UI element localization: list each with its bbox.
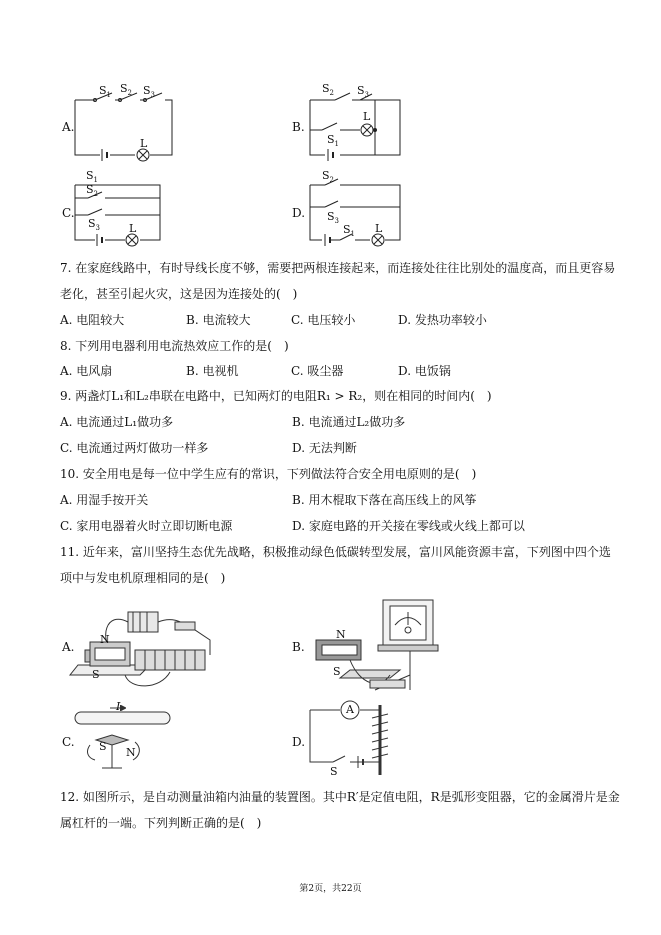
q11-fig-a-s: S	[92, 668, 100, 681]
circuit-c-s3: $S_3$	[88, 217, 101, 233]
circuit-a-s3: $S_3$	[143, 84, 156, 100]
q11-fig-a-n: N	[100, 633, 110, 646]
figure-11c	[75, 708, 170, 768]
circuit-d-s1: $S_1$	[343, 223, 356, 239]
q8-stem: 8. 下列用电器利用电流热效应工作的是( )	[60, 339, 289, 353]
q9-stem: 9. 两盏灯L₁和L₂串联在电路中，已知两灯的电阻R₁ > R₂，则在相同的时间内( )	[60, 389, 492, 403]
q8-option-c: C. 吸尘器	[291, 364, 344, 378]
q11-figure-c-label: C.	[62, 735, 75, 749]
q10-option-a: A. 用湿手按开关	[60, 493, 149, 507]
q10-option-d: D. 家庭电路的开关接在零线或火线上都可以	[292, 519, 525, 533]
circuit-d-label: D.	[292, 206, 306, 220]
q9-option-b: B. 电流通过L₂做功多	[292, 415, 406, 429]
q11-stem-line2: 项中与发电机原理相同的是( )	[60, 571, 226, 585]
q10-option-c: C. 家用电器着火时立即切断电源	[60, 519, 233, 533]
q8-option-b: B. 电视机	[186, 364, 239, 378]
circuit-d-lamp: L	[375, 222, 383, 235]
q11-figure-d-label: D.	[292, 735, 306, 749]
circuit-c-lamp: L	[129, 222, 137, 235]
circuit-c-s1: $S_1$	[86, 169, 99, 185]
q11-fig-b-n: N	[336, 628, 346, 641]
q11-figure-a-label: A.	[62, 640, 75, 654]
q7-option-d: D. 发热功率较小	[398, 313, 487, 327]
circuit-b-lamp: L	[363, 110, 371, 123]
page-number: 第2页，共22页	[299, 884, 362, 894]
circuit-a-lamp: L	[140, 137, 148, 150]
q7-stem-line1: 7. 在家庭线路中，有时导线长度不够，需要把两根连接起来，而连接处往往比别处的温度高，而且更容易	[60, 261, 616, 275]
q9-option-d: D. 无法判断	[292, 441, 357, 455]
q11-fig-c-current: I	[116, 700, 121, 713]
q9-option-c: C. 电流通过两灯做功一样多	[60, 441, 209, 455]
q10-stem: 10. 安全用电是每一位中学生应有的常识，下列做法符合安全用电原则的是( )	[60, 467, 477, 481]
circuit-b-s3: $S_3$	[357, 84, 370, 100]
circuit-c-s2: $S_2$	[86, 183, 99, 199]
q11-fig-c-n: N	[126, 746, 136, 759]
q7-option-c: C. 电压较小	[291, 313, 356, 327]
circuit-b-s2: $S_2$	[322, 82, 335, 98]
q11-fig-d-ammeter: A	[346, 703, 354, 716]
q7-stem-line2: 老化，甚至引起火灾，这是因为连接处的( )	[60, 287, 298, 301]
circuit-c-label: C.	[62, 206, 75, 220]
q7-option-b: B. 电流较大	[186, 313, 251, 327]
circuit-b-label: B.	[292, 120, 305, 134]
circuit-d-s2: $S_2$	[322, 169, 335, 185]
q10-option-b: B. 用木棍取下落在高压线上的风筝	[292, 493, 477, 507]
q8-option-d: D. 电饭锅	[398, 364, 451, 378]
q7-option-a: A. 电阻较大	[60, 313, 125, 327]
figure-11a	[70, 612, 210, 686]
q11-figure-b-label: B.	[292, 640, 305, 654]
q11-fig-c-s: S	[99, 740, 107, 753]
q11-fig-b-s: S	[333, 665, 341, 678]
circuit-a-s2: $S_2$	[120, 82, 133, 98]
q11-stem-line1: 11. 近年来，富川坚持生态优先战略，积极推动绿色低碳转型发展，富川风能资源丰富，下列图中四个选	[60, 545, 611, 559]
q9-option-a: A. 电流通过L₁做功多	[60, 415, 174, 429]
circuit-d-s3: $S_3$	[327, 210, 340, 226]
circuit-a-label: A.	[62, 120, 75, 134]
q8-option-a: A. 电风扇	[60, 364, 113, 378]
q11-fig-d-switch: S	[330, 765, 338, 778]
q12-stem-line1: 12. 如图所示，是自动测量油箱内油量的装置图。其中R′是定值电阻，R是弧形变阻器，它的金属滑片是金	[60, 790, 620, 804]
q12-stem-line2: 属杠杆的一端。下列判断正确的是( )	[60, 816, 262, 830]
circuit-b-s1: $S_1$	[327, 133, 340, 149]
circuit-a-s1: $S_1$	[99, 84, 112, 100]
